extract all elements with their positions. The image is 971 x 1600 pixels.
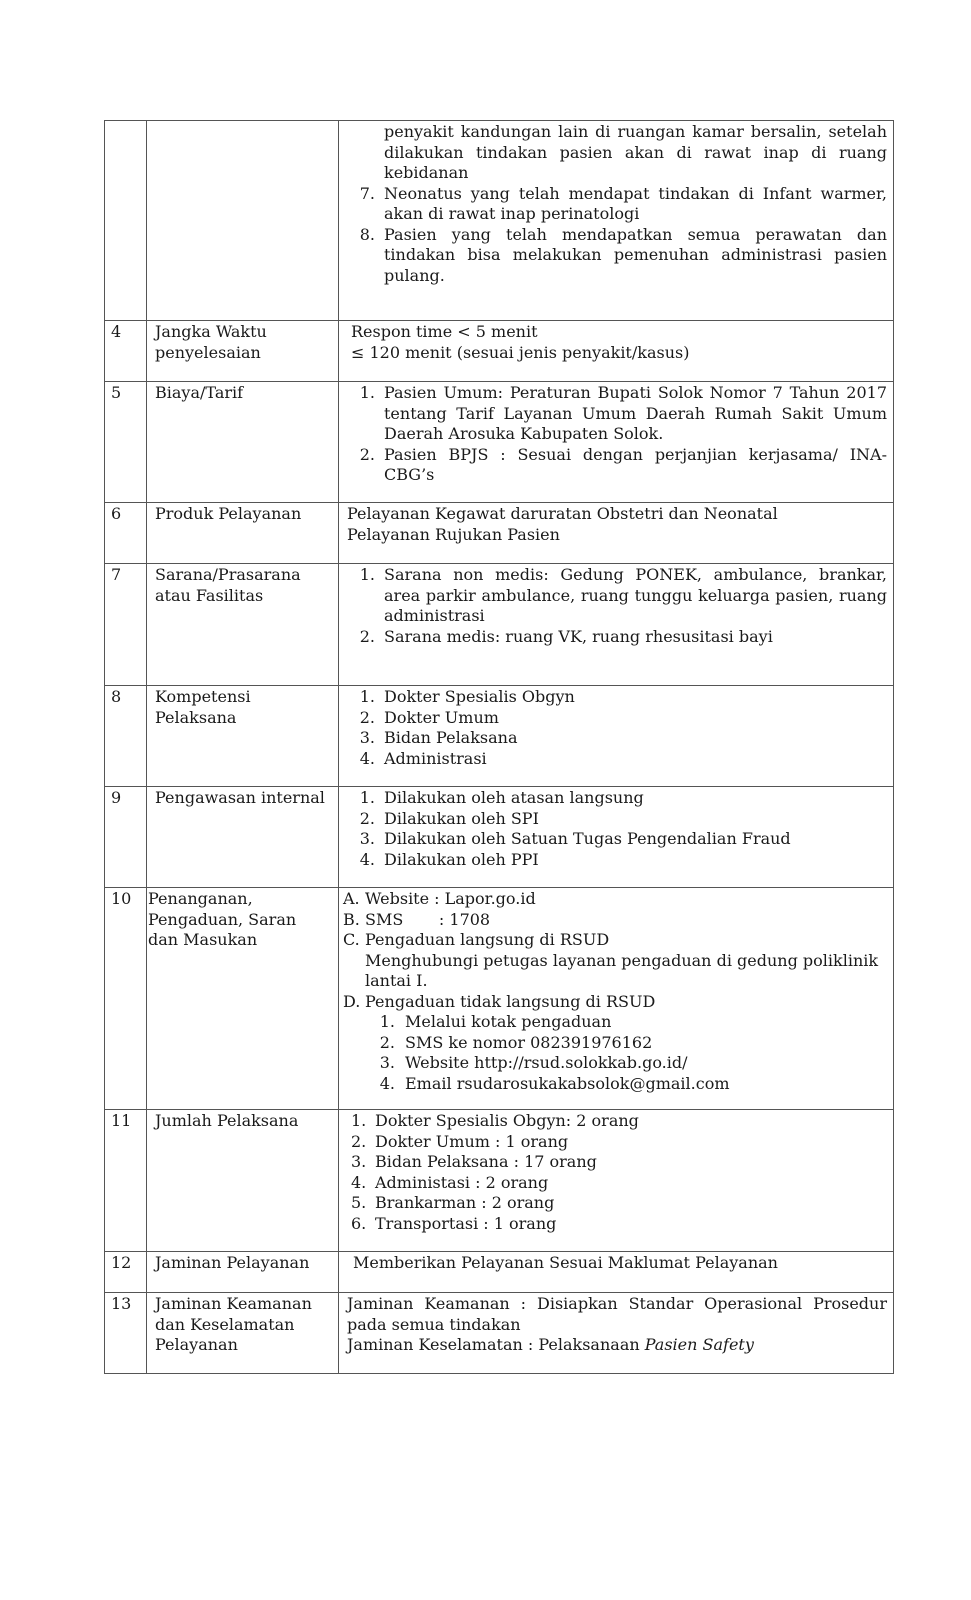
list-item: 3. Website http://rsud.solokkab.go.id/ xyxy=(379,1053,688,1072)
row-label xyxy=(147,121,339,321)
text-line: ≤ 120 menit (sesuai jenis penyakit/kasus) xyxy=(351,342,690,362)
row-number: 7 xyxy=(105,564,147,686)
list-item: 4. Email rsudarosukakabsolok@gmail.com xyxy=(379,1073,730,1093)
row-content xyxy=(339,564,894,686)
row-label: Sarana/Prasarana atau Fasilitas xyxy=(147,564,339,686)
list-item: 8. Pasien yang telah mendapatkan semua perawatan dan tindakan bisa melakukan pemenuhan administrasi pasien pulang. xyxy=(359,224,887,285)
list-item: 1. Melalui kotak pengaduan xyxy=(379,1012,612,1031)
row-content xyxy=(339,686,894,787)
row-number: 13 xyxy=(105,1293,147,1374)
row-number xyxy=(105,121,147,321)
row-number: 11 xyxy=(105,1110,147,1252)
list-item: penyakit kandungan lain di ruangan kamar bersalin, setelah dilakukan tindakan pasien akan di rawat inap di ruang kebidanan xyxy=(384,122,887,182)
list-item: 1. Sarana non medis: Gedung PONEK, ambulance, brankar, area parkir ambulance, ruang tunggu keluarga pasien, ruang administrasi xyxy=(359,565,887,625)
list-item: 2. SMS ke nomor 082391976162 xyxy=(379,1032,653,1052)
row-content xyxy=(339,1293,894,1374)
list-item: 3. Bidan Pelaksana xyxy=(359,728,518,747)
row-number: 12 xyxy=(105,1252,147,1293)
list-item: 4. Administasi : 2 orang xyxy=(351,1172,549,1192)
table-row xyxy=(105,1293,894,1374)
row-content xyxy=(339,382,894,503)
text-line: Jaminan Keselamatan : Pelaksanaan Pasien Safety xyxy=(347,1335,754,1354)
list-item: D. Pengaduan tidak langsung di RSUD xyxy=(343,991,656,1011)
row-content xyxy=(339,503,894,564)
row-label: Kompetensi Pelaksana xyxy=(147,686,339,787)
table-row xyxy=(105,382,894,503)
row-label: Jumlah Pelaksana xyxy=(147,1110,339,1252)
table-row xyxy=(105,1252,894,1293)
list-item: 1. Dokter Spesialis Obgyn: 2 orang xyxy=(351,1111,639,1130)
list-item: 1. Dilakukan oleh atasan langsung xyxy=(359,788,644,807)
table-row xyxy=(105,321,894,382)
row-label: Penanganan, Pengaduan, Saran dan Masukan xyxy=(147,888,339,1110)
list-item: 2. Dilakukan oleh SPI xyxy=(359,808,539,828)
list-item: 1. Pasien Umum: Peraturan Bupati Solok Nomor 7 Tahun 2017 tentang Tarif Layanan Umum Daerah Rumah Sakit Umum Daerah Arosuka Kabupaten Solok. xyxy=(359,383,887,443)
text-line: Memberikan Pelayanan Sesuai Maklumat Pelayanan xyxy=(353,1253,778,1272)
row-label: Jangka Waktu penyelesaian xyxy=(147,321,339,382)
list-item: 2. Dokter Umum : 1 orang xyxy=(351,1131,569,1151)
text-line: Jaminan Keamanan : Disiapkan Standar Operasional Prosedur pada semua tindakan xyxy=(347,1294,887,1334)
row-number: 10 xyxy=(105,888,147,1110)
list-item: B. SMS : 1708 xyxy=(343,909,491,929)
row-content xyxy=(339,888,894,1110)
table-row xyxy=(105,787,894,888)
list-item: 3. Dilakukan oleh Satuan Tugas Pengendalian Fraud xyxy=(359,829,791,848)
row-content xyxy=(339,121,894,321)
table-row xyxy=(105,888,894,1110)
text-line: Menghubungi petugas layanan pengaduan di gedung poliklinik lantai I. xyxy=(365,950,879,990)
row-label: Jaminan Keamanan dan Keselamatan Pelayanan xyxy=(147,1293,339,1374)
text-line: Respon time < 5 menit xyxy=(351,322,538,341)
row-number: 9 xyxy=(105,787,147,888)
list-item: A. Website : Lapor.go.id xyxy=(343,889,536,908)
text-line: Pelayanan Kegawat daruratan Obstetri dan Neonatal xyxy=(347,504,778,523)
row-label: Produk Pelayanan xyxy=(147,503,339,564)
list-item: 1. Dokter Spesialis Obgyn xyxy=(359,687,575,706)
table-row xyxy=(105,1110,894,1252)
list-item: 2. Dokter Umum xyxy=(359,707,499,727)
row-label: Pengawasan internal xyxy=(147,787,339,888)
table-row xyxy=(105,686,894,787)
row-number: 8 xyxy=(105,686,147,787)
list-item: 7. Neonatus yang telah mendapat tindakan di Infant warmer, akan di rawat inap perinatologi xyxy=(359,183,887,223)
row-label: Biaya/Tarif xyxy=(147,382,339,503)
row-number: 6 xyxy=(105,503,147,564)
list-item: 6. Transportasi : 1 orang xyxy=(351,1213,557,1233)
row-content xyxy=(339,321,894,382)
list-item: 4. Dilakukan oleh PPI xyxy=(359,849,539,869)
row-content xyxy=(339,1110,894,1252)
row-label: Jaminan Pelayanan xyxy=(147,1252,339,1293)
list-item: 2. Sarana medis: ruang VK, ruang rhesusitasi bayi xyxy=(359,626,773,646)
service-standard-table xyxy=(104,120,894,1374)
list-item: C. Pengaduan langsung di RSUD xyxy=(343,930,610,949)
list-item: 3. Bidan Pelaksana : 17 orang xyxy=(351,1152,597,1171)
table-row xyxy=(105,503,894,564)
table-row xyxy=(105,121,894,321)
row-content xyxy=(339,787,894,888)
list-item: 4. Administrasi xyxy=(359,748,487,768)
text-line: Pelayanan Rujukan Pasien xyxy=(347,524,560,544)
row-number: 5 xyxy=(105,382,147,503)
list-item: 5. Brankarman : 2 orang xyxy=(351,1193,555,1212)
list-item: 2. Pasien BPJS : Sesuai dengan perjanjian kerjasama/ INA-CBG’s xyxy=(359,444,887,484)
row-number: 4 xyxy=(105,321,147,382)
table-row xyxy=(105,564,894,686)
row-content xyxy=(339,1252,894,1293)
